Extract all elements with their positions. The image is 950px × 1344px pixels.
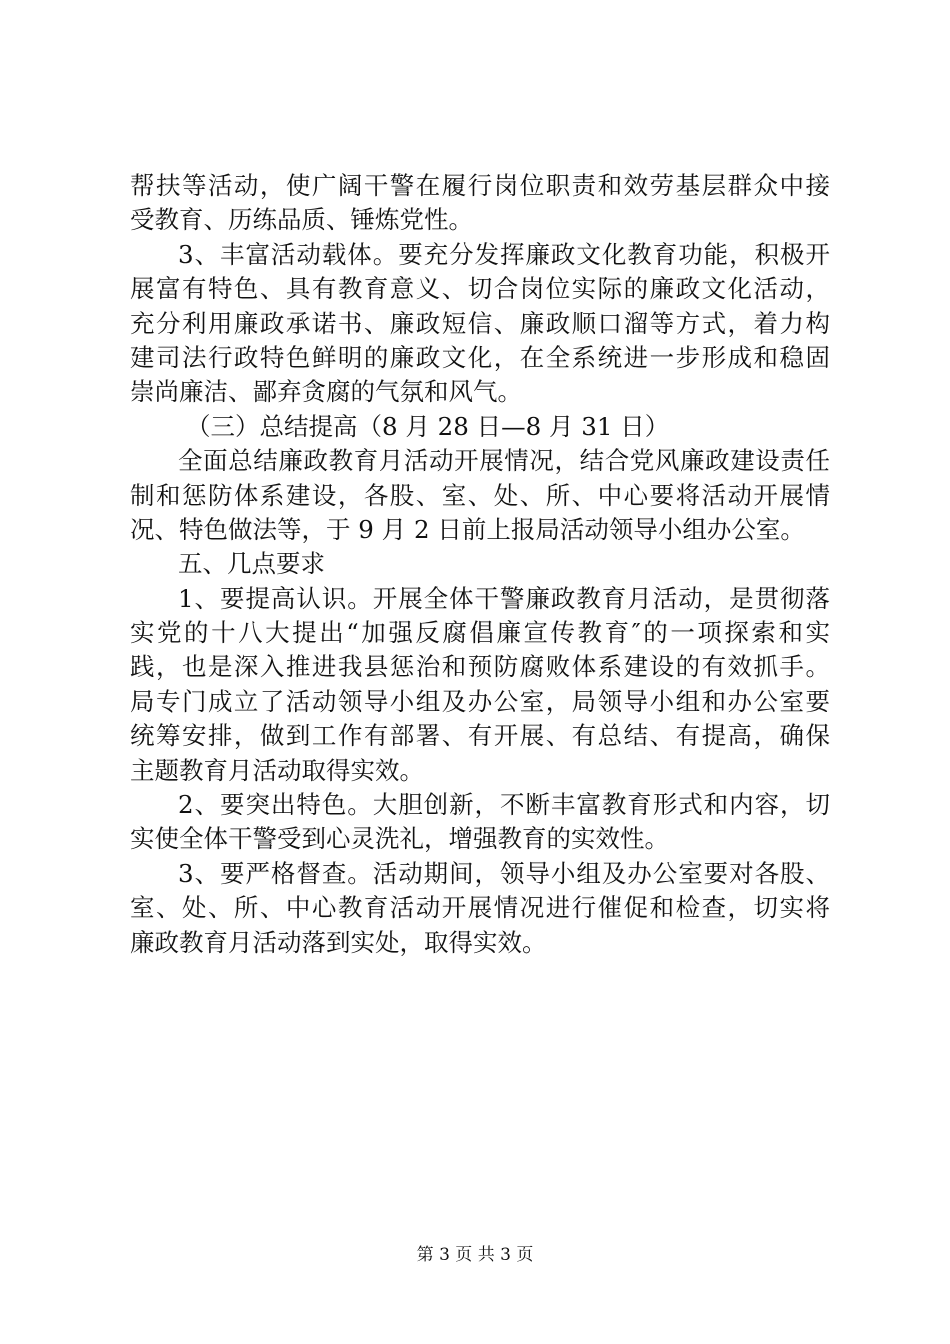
text-line: 况、特色做法等，于 9 月 2 日前上报局活动领导小组办公室。 <box>130 514 805 544</box>
text-line: 2、要突出特色。大胆创新，不断丰富教育形式和内容，切 <box>178 790 830 820</box>
text-line: 全面总结廉政教育月活动开展情况，结合党风廉政建设责任 <box>178 446 830 476</box>
page-number-label: 第 3 页 共 3 页 <box>416 1245 534 1265</box>
text-line: 充分利用廉政承诺书、廉政短信、廉政顺口溜等方式，着力构 <box>130 308 830 338</box>
text-line: 实党的十八大提出“加强反腐倡廉宣传教育″的一项探索和实 <box>130 618 830 648</box>
section-heading: （三）总结提高（8 月 28 日—8 月 31 日） <box>186 411 670 441</box>
page-footer <box>0 1244 950 1266</box>
text-line: 室、处、所、中心教育活动开展情况进行催促和检查，切实将 <box>130 893 830 923</box>
text-line: 实使全体干警受到心灵洗礼，增强教育的实效性。 <box>130 824 669 854</box>
section-heading: 五、几点要求 <box>178 549 325 579</box>
text-line: 建司法行政特色鲜明的廉政文化，在全系统进一步形成和稳固 <box>130 342 830 372</box>
text-line: 制和惩防体系建设，各股、室、处、所、中心要将活动开展情 <box>130 480 830 510</box>
document-body <box>130 169 830 960</box>
text-line: 践，也是深入推进我县惩治和预防腐败体系建设的有效抓手。 <box>130 652 830 682</box>
text-line: 展富有特色、具有教育意义、切合岗位实际的廉政文化活动， <box>130 274 830 304</box>
text-line: 廉政教育月活动落到实处，取得实效。 <box>130 927 547 957</box>
text-line: 3、丰富活动载体。要充分发挥廉政文化教育功能，积极开 <box>178 239 830 269</box>
text-line: 主题教育月活动取得实效。 <box>130 755 424 785</box>
text-line: 统筹安排，做到工作有部署、有开展、有总结、有提高，确保 <box>130 721 830 751</box>
text-line: 3、要严格督查。活动期间，领导小组及办公室要对各股、 <box>178 858 830 888</box>
text-line: 崇尚廉洁、鄙弃贪腐的气氛和风气。 <box>130 377 522 407</box>
text-line: 局专门成立了活动领导小组及办公室，局领导小组和办公室要 <box>130 686 830 716</box>
text-line: 帮扶等活动，使广阔干警在履行岗位职责和效劳基层群众中接 <box>130 171 830 200</box>
text-line: 受教育、历练品质、锤炼党性。 <box>130 205 473 235</box>
text-line: 1、要提高认识。开展全体干警廉政教育月活动，是贯彻落 <box>178 583 830 613</box>
